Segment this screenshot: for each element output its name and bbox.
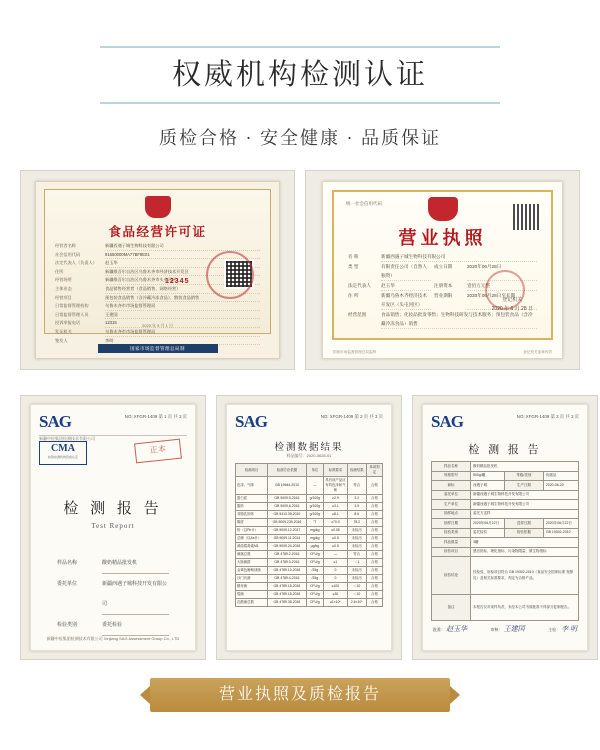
cell: CFU/g <box>306 551 324 559</box>
cell: CFU/g <box>306 591 324 599</box>
cell-value: 酸奶精品批发机 <box>471 462 579 472</box>
table-row <box>236 551 383 559</box>
table-row <box>236 519 383 527</box>
cell: 78.2 <box>347 519 366 527</box>
food-license-photo[interactable] <box>20 170 295 370</box>
table-row <box>236 495 383 503</box>
field-value: 2020年06月28日 <box>467 262 537 281</box>
field-value: 王建国 <box>105 311 260 320</box>
copy-stamp: 正本 <box>134 439 182 464</box>
table-row <box>236 527 383 535</box>
field-key: 发证机关 <box>55 328 72 334</box>
cell: CFU/g <box>306 559 324 567</box>
footer-ribbon: 营业执照及质检报告 <box>150 678 450 712</box>
cell: 合格 <box>366 575 382 583</box>
test-report-cover-photo[interactable] <box>20 395 206 660</box>
field-key: 经营者名称 <box>55 243 76 248</box>
cell: GB 4789.3-2016 <box>268 559 306 567</box>
table-row <box>236 575 383 583</box>
cell: GB 4789.15-2016 <box>268 583 306 591</box>
cell-value: 500g/罐 <box>471 471 505 481</box>
cell: 总砷（以As计） <box>236 535 268 543</box>
cell-key: 委托单位 <box>432 490 471 500</box>
signature-row <box>433 624 577 634</box>
column-header: 标准要求 <box>324 464 348 477</box>
field-key: 检验类别 <box>57 622 78 628</box>
cell: ≥1×10⁶ <box>324 599 348 607</box>
cell: 黄曲霉毒素M1 <box>236 543 268 551</box>
cell: 未检出 <box>347 567 366 575</box>
cell: GB 19644-2010 <box>268 477 306 495</box>
cell: 合格 <box>366 477 382 495</box>
table-row <box>236 543 383 551</box>
cell: 未检出 <box>347 575 366 583</box>
cell: 3.5 <box>347 503 366 511</box>
cell: GB 5009.5-2016 <box>268 495 306 503</box>
cell: 合格 <box>366 495 382 503</box>
field-value: 新疆西遇子城科技开发有限公司 <box>102 574 169 615</box>
cell: 合格 <box>366 583 382 591</box>
official-seal-icon <box>206 251 254 299</box>
business-license-subtitle: 统一社会信用代码 <box>346 201 382 206</box>
field-key: 成立日期 <box>434 264 453 269</box>
cell-value: 优级品 <box>543 471 578 481</box>
field-key: 类 型 <box>348 264 359 269</box>
cell: ＜10 <box>347 591 366 599</box>
certificates-row-top <box>20 170 580 370</box>
field-value: 有限责任公司（自然人独资） <box>381 262 431 281</box>
field-key: 住所 <box>55 268 64 274</box>
field-value: 酸奶精品批发机 <box>102 553 169 574</box>
cell: ≥8.1 <box>324 511 348 519</box>
test-data-sheet-photo[interactable] <box>216 395 402 660</box>
license-footer-note: 国家市场监督管理总局制 <box>98 344 218 353</box>
table-row <box>236 535 383 543</box>
field-key: 法定代表人 <box>348 283 371 288</box>
table-row <box>236 583 383 591</box>
cell: GB 5009.12-2017 <box>268 527 306 535</box>
signature-name: 李 明 <box>561 625 577 633</box>
sag-logo-text: SAG <box>235 412 267 431</box>
cell: ≥70.0 <box>324 519 348 527</box>
table-row <box>432 462 579 472</box>
column-header: 单项判定 <box>366 464 382 477</box>
field-value: 食品销售；化妆品批发零售；生物科技研发与技术服务；预包装食品（含冷藏冷冻食品）销售 <box>381 310 537 329</box>
sag-logo-text: SAG <box>39 412 71 431</box>
cell-key: 抽样日期 <box>432 519 471 529</box>
table-row <box>236 559 383 567</box>
table-row <box>236 567 383 575</box>
summary-report-table <box>431 461 579 621</box>
cell-key: 商标 <box>432 481 471 491</box>
field-value: 新疆西遇子城生物科技有限公司 <box>381 252 537 262</box>
report-cover-footer: 新疆中检集团检测技术有限公司 Xinjiang SAG Assessment Group Co., LTD <box>46 636 180 641</box>
cell: 合格 <box>366 519 382 527</box>
cell: GB 4789.2-2016 <box>268 551 306 559</box>
cell-key: 规格型号 <box>432 471 471 481</box>
cell: — <box>306 477 324 495</box>
cell-key: 生产日期 <box>504 481 543 491</box>
cma-badge-sub: 检验检测机构资质认定 <box>47 455 78 459</box>
signature-name: 王建国 <box>503 625 525 633</box>
cell: 合格 <box>366 599 382 607</box>
cma-badge <box>39 441 87 465</box>
cell: GB 4789.15-2016 <box>268 591 306 599</box>
cell: 合格 <box>366 511 382 519</box>
signature-label: 审核： <box>490 627 503 632</box>
cell: GB 4789.10-2016 <box>268 567 306 575</box>
field-value: 2020年06月28日至长期 <box>467 291 537 310</box>
cell: 合格 <box>366 567 382 575</box>
table-row <box>236 599 383 607</box>
certificates-row-bottom <box>20 395 598 660</box>
signature-label: 批准： <box>433 627 445 632</box>
test-data-table <box>235 463 383 607</box>
cell: GB 5413.39-2010 <box>268 511 306 519</box>
cell: 酵母菌 <box>236 583 268 591</box>
field-key: 日常监督管理人员 <box>55 311 89 317</box>
cell-key: 样品数量 <box>432 538 471 548</box>
cell: GB 5009.239-2016 <box>268 519 306 527</box>
page-title: 权威机构检测认证 <box>171 59 428 91</box>
cell: /25g <box>306 567 324 575</box>
business-license-title: 营业执照 <box>398 228 487 248</box>
field-value: 新疆西遇子城生物科技有限公司 <box>105 242 260 251</box>
cell-value: 2020-06-20 <box>543 481 578 491</box>
cell: 8.6 <box>347 511 366 519</box>
cell: GB 5009.24-2016 <box>268 543 306 551</box>
food-license-frame <box>44 189 271 343</box>
field-key: 委托单位 <box>57 581 78 587</box>
business-license-footer-left: 国家市场监督管理总局监制 <box>333 350 377 354</box>
field-key: 名 称 <box>348 254 359 259</box>
field-value: 食品销售经营者（食品销售、网络经营） <box>105 285 260 294</box>
cell: 2.6×10⁶ <box>347 599 366 607</box>
table-row <box>432 595 579 621</box>
cell-value: 委托检验 <box>471 528 505 538</box>
cell: 霉菌 <box>236 591 268 599</box>
field-value: 新疆乌鲁木齐经济技术开发区（头屯河区） <box>381 291 431 310</box>
cell: 合格 <box>366 591 382 599</box>
cell: 未检出 <box>347 535 366 543</box>
cell: 铅（以Pb计） <box>236 527 268 535</box>
field-key: 住 所 <box>348 293 359 298</box>
signature-name: 赵玉华 <box>446 625 468 633</box>
cell-value: GB 19302-2010 <box>543 528 578 538</box>
cell: ≤100 <box>324 583 348 591</box>
table-row <box>432 471 579 481</box>
field-value: 壹佰万元整 <box>467 281 537 291</box>
table-row <box>236 511 383 519</box>
food-license-paper <box>35 181 280 359</box>
signature-label: 主检： <box>548 627 561 632</box>
test-report-summary-photo[interactable] <box>412 395 598 660</box>
report-title-en: Test Report <box>91 522 135 530</box>
food-license-title: 食品经营许可证 <box>108 225 207 239</box>
cell-key: 生产单位 <box>432 500 471 510</box>
report-number: NO: XFGR-1409 第 3 页 共 3 页 <box>516 414 579 419</box>
cell: 0 <box>324 567 348 575</box>
test-report-cover-paper <box>30 404 196 651</box>
cell-value: 经检验，所检项目符合 GB 19302-2010《食品安全国家标准 发酵乳》及相关标准要求，判定为合格产品。 <box>471 557 579 595</box>
field-key: 营业期限 <box>434 293 453 298</box>
business-license-frame <box>332 190 553 340</box>
business-license-photo[interactable] <box>305 170 580 370</box>
field-value: 赵玉华 <box>381 281 431 291</box>
field-key: 主体业态 <box>55 285 72 291</box>
cell: GB 4789.4-2016 <box>268 575 306 583</box>
test-data-table-body <box>236 477 383 607</box>
cell: GB 5009.11-2014 <box>268 535 306 543</box>
cell: μg/kg <box>306 543 324 551</box>
cell: 0 <box>324 575 348 583</box>
cell: 合格 <box>366 503 382 511</box>
registry-date: 2020 年 6 月 28 日 <box>491 306 533 312</box>
table-row <box>236 477 383 495</box>
column-header: 检测项目 <box>236 464 268 477</box>
sag-logo-subtext: 新疆中检集团检测技术有限公司 <box>39 436 95 441</box>
cell-value: 3罐 <box>471 538 579 548</box>
cell: 合格 <box>366 535 382 543</box>
field-value: 91650000MA77BF9E01 <box>105 251 260 260</box>
table-row <box>236 591 383 599</box>
national-emblem-icon <box>428 197 458 221</box>
license-number: 12345 <box>165 278 190 285</box>
cell: — <box>324 551 348 559</box>
national-emblem-icon <box>145 196 171 218</box>
cell: 3.2 <box>347 495 366 503</box>
cell-value: 2020年06月22日 <box>471 519 505 529</box>
report-title <box>31 497 195 530</box>
field-key: 经营范围 <box>348 312 367 317</box>
cell: 沙门氏菌 <box>236 575 268 583</box>
cell-key: 备注 <box>432 595 471 621</box>
cell: 酸度 <box>236 519 268 527</box>
cell-value: 新疆西遇子城生物科技开发有限公司 <box>471 500 579 510</box>
table-row <box>432 547 579 557</box>
page-subtitle: 质检合格 · 安全健康 · 品质保证 <box>159 128 441 148</box>
field-key: 社会信用代码 <box>55 251 81 257</box>
field-value: 新疆维吾尔自治区乌鲁木齐市经济技术开发区 <box>105 268 260 277</box>
field-key: 签发人 <box>55 337 68 343</box>
table-row <box>432 528 579 538</box>
field-value: 乌鲁木齐市市场监督管理局 <box>105 328 260 337</box>
cell-value: 西遇子城 <box>471 481 505 491</box>
field-key: 注册资本 <box>434 283 453 288</box>
cell: 菌落总数 <box>236 551 268 559</box>
cell: ＜10 <box>347 583 366 591</box>
cell: 合格 <box>366 551 382 559</box>
cell-key: 送样日期 <box>504 519 543 529</box>
cell: 非脂乳固体 <box>236 511 268 519</box>
test-report-summary-paper <box>422 404 588 651</box>
table-row <box>432 557 579 595</box>
cell: GB 4789.35-2016 <box>268 599 306 607</box>
table-row <box>432 481 579 491</box>
cell: 色泽、气味 <box>236 477 268 495</box>
cell: ≤0.5 <box>324 535 348 543</box>
business-license-footer-right: 登记机关盖章有效 <box>523 350 552 354</box>
field-value: 李明 <box>105 337 260 346</box>
issue-date: 2020 年 9 月 1 日 <box>142 323 173 328</box>
cell: 未检出 <box>347 543 366 551</box>
cell: g/100g <box>306 511 324 519</box>
cell: 符合 <box>347 551 366 559</box>
cell: ≥3.1 <box>324 503 348 511</box>
field-value: 乌鲁木齐市市场监督管理局 <box>105 302 260 311</box>
field-value: 新疆维吾尔自治区乌鲁木齐市头屯河区 <box>105 276 260 285</box>
cell-key: 检验项目 <box>432 547 471 557</box>
cell: 乳酸菌总数 <box>236 599 268 607</box>
cell: 合格 <box>366 527 382 535</box>
report-cover-fields <box>57 553 169 636</box>
cell: 未检出 <box>347 527 366 535</box>
field-key: 样品名称 <box>57 560 78 566</box>
field-key: 投诉举报电话 <box>55 320 81 326</box>
cell: ≤0.05 <box>324 527 348 535</box>
cell: 符合 <box>347 477 366 495</box>
cell: ≤30 <box>324 591 348 599</box>
column-header: 检测方法依据 <box>268 464 306 477</box>
table-header-row <box>236 464 383 477</box>
data-table-title: 检测数据结果 <box>274 443 344 453</box>
cell: mg/kg <box>306 535 324 543</box>
cell-value: 本报告仅对来样负责，未经本公司书面批准不得部分复制报告。 <box>471 595 579 621</box>
cell: 具有该产品应有的色泽和气味 <box>324 477 348 495</box>
report-number: NO: XFGR-1409 第 1 页 共 3 页 <box>124 414 187 419</box>
field-value: 赵玉华 <box>105 259 260 268</box>
column-header: 检测结果 <box>347 464 366 477</box>
cell: 蛋白质 <box>236 495 268 503</box>
table-row <box>432 519 579 529</box>
cell-key: 抽样地点 <box>432 509 471 519</box>
cell: 金黄色葡萄球菌 <box>236 567 268 575</box>
test-data-sheet-paper <box>226 404 392 651</box>
cell-key: 检验结论 <box>432 557 471 595</box>
field-key: 经营项目 <box>55 294 72 300</box>
cell: /25g <box>306 575 324 583</box>
divider <box>39 435 187 436</box>
cell: ≥2.9 <box>324 495 348 503</box>
table-row <box>432 500 579 510</box>
field-value: 预包装食品销售（含冷藏冷冻食品）、散装食品销售 <box>105 294 260 303</box>
report-title-text: 检 测 报 告 <box>63 501 163 517</box>
sag-logo <box>235 413 267 430</box>
sag-logo-text: SAG <box>431 412 463 431</box>
cell: g/100g <box>306 503 324 511</box>
sag-logo <box>431 413 463 430</box>
report-number: NO: XFGR-1409 第 2 页 共 3 页 <box>320 414 383 419</box>
field-value: 委托检验 <box>102 615 169 636</box>
cell: 合格 <box>366 559 382 567</box>
cell-key: 样品名称 <box>432 462 471 472</box>
field-key: 经营场所 <box>55 277 72 283</box>
column-header: 单位 <box>306 464 324 477</box>
cell: CFU/g <box>306 599 324 607</box>
cma-badge-label: CMA <box>51 443 75 454</box>
cell: g/100g <box>306 495 324 503</box>
cell: 合格 <box>366 543 382 551</box>
cell: mg/kg <box>306 527 324 535</box>
field-key: 日常监督管理机构 <box>55 303 89 309</box>
field-key: 法定代表人（负责人） <box>55 260 97 266</box>
cell: ≤1 <box>324 559 348 567</box>
cell-key: 等级/类别 <box>504 471 543 481</box>
business-license-paper <box>322 181 563 359</box>
cell: ≤0.5 <box>324 543 348 551</box>
data-table-subtitle: 样品编号：2020-0628-01 <box>286 453 332 458</box>
cell: GB 5009.6-2016 <box>268 503 306 511</box>
cell-key: 检验依据 <box>504 528 543 538</box>
cell: 大肠菌群 <box>236 559 268 567</box>
cell-value: 2020年06月22日 <box>543 519 578 529</box>
field-value: 12315 <box>105 319 260 328</box>
cell: 脂肪 <box>236 503 268 511</box>
cell-value: 新疆西遇子城生物科技开发有限公司 <box>471 490 579 500</box>
table-row <box>432 509 579 519</box>
cell-value: 感官指标、理化指标、污染物限量、微生物指标 <box>471 547 579 557</box>
cell-value: 委托方送样 <box>471 509 579 519</box>
table-row <box>432 490 579 500</box>
cell-key: 检验类别 <box>432 528 471 538</box>
summary-report-title: 检 测 报 告 <box>468 444 542 456</box>
table-row <box>432 538 579 548</box>
table-row <box>236 503 383 511</box>
registry-label: 登记机关 <box>502 297 523 303</box>
cell: ＜1 <box>347 559 366 567</box>
cell: °T <box>306 519 324 527</box>
cell: CFU/g <box>306 583 324 591</box>
